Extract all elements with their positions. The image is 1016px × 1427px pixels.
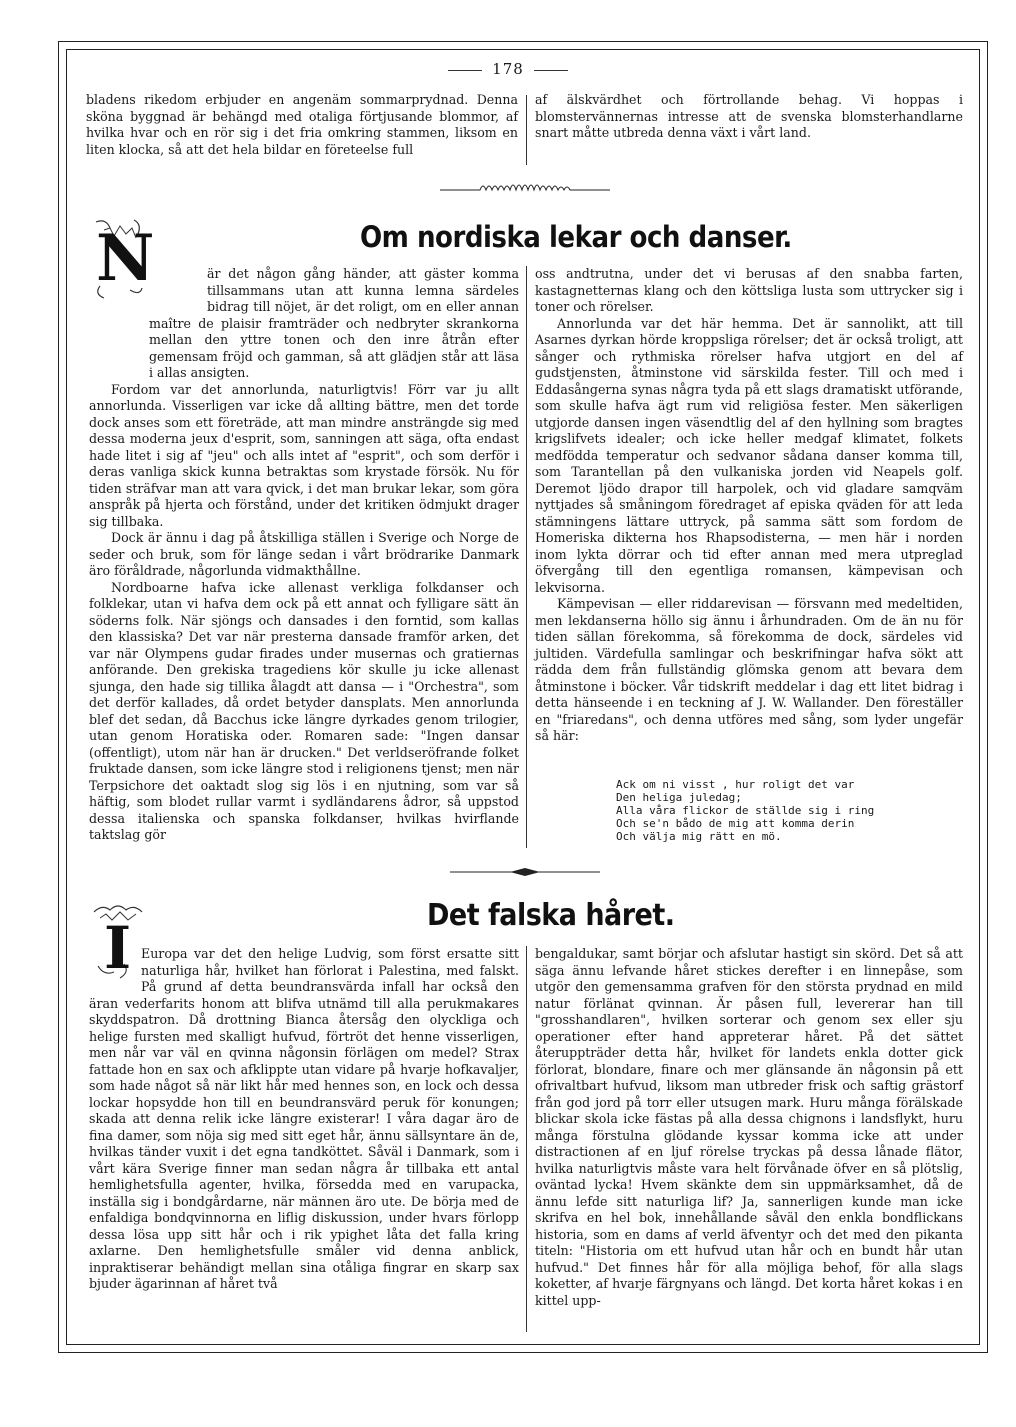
ornamental-squiggle-divider xyxy=(440,180,610,196)
article2-left-column xyxy=(89,946,519,1293)
page-number-dash-left xyxy=(448,70,482,71)
page-number-dash-right xyxy=(534,70,568,71)
top-left-text: bladens rikedom erbjuder en angenäm sommarprydnad. Denna sköna byggnad är behängd med otaliga förtjusande blommor, af hvilka hvar och en rör sig i det fria omkring stammen, liksom en liten klocka, så att det hela bildar en företeelse full xyxy=(86,92,518,157)
article1-left-paragraph: Nordboarne hafva icke allenast verkliga folkdanser och folklekar, utan vi hafva dem ock på ett annat och fylligare sätt än söderns folk. När sjöngs och dansades i den forntid, som kallas den klassiska? Det var när presterna dansade framför arken, det var när Olympens gudar firades under musernas och gratiernas anförande. Den grekiska tragediens kör skulle ju icke allenast sjunga, den hade sig tillika ålagdt att dansa — i "Orchestra", som det derför kallades, då ordet betyder dansplats. Men annorlunda blef det sedan, då Bacchus icke längre dyrkades genom trilogier, utan genom Horatiska oder. Romaren sade: "Ingen dansar (offentligt), utom när han är drucken." Det verldseröfrande folket fruktade dansen, som icke längre stod i religionens tjenst; men när Terpsichore det oaktadt slog sig lös i en njutning, som var så häftig, som blodet rullar varmt i sydländarens ådror, så uppstod dessa italienska och spanska folkdanser, hvilkas hvirflande taktslag gör xyxy=(89,579,519,842)
page-number xyxy=(0,60,1016,78)
poem-line: Och se'n bådo de mig att komma derin xyxy=(616,817,855,830)
poem-line: Ack om ni visst , hur roligt det var xyxy=(616,778,855,791)
poem-line: Och välja mig rätt en mö. xyxy=(616,830,782,843)
article1-poem xyxy=(616,778,874,843)
article2-column-rule xyxy=(526,946,527,1332)
article1-right-paragraph: oss andtrutna, under det vi berusas af den snabba farten, kastagnetternas klang och den köttsliga lusta som uttrycker sig i toner och rörelser. xyxy=(535,266,963,314)
poem-line: Alla våra flickor de ställde sig i ring xyxy=(616,804,875,817)
poem-line: Den heliga juledag; xyxy=(616,791,742,804)
top-right-column xyxy=(535,92,963,142)
top-column-rule xyxy=(526,95,527,165)
article1-left-column xyxy=(89,266,519,844)
article1-column-rule xyxy=(526,266,527,848)
article1-dropcap-letter: N xyxy=(96,221,155,296)
article2-right-column xyxy=(535,946,963,1309)
page-number-value: 178 xyxy=(492,60,524,78)
article2-title: Det falska håret. xyxy=(427,898,675,933)
top-right-text: af älskvärdhet och förtrollande behag. Vi hoppas i blomstervännernas intresse att de svenska blomsterhandlarne snart måtte utbreda denna växt i vårt land. xyxy=(535,92,963,140)
article2-left-text: Europa var det den helige Ludvig, som först ersatte sitt naturliga hår, hvilket han förlorat i Palestina, med falskt. På grund af detta beundransvärda infall har också den äran vederfarits honom att blifva utnämd till alla perukmakares skyddspatron. Då drottning Bianca återsåg den olyckliga och helige fursten med skalligt hufvud, förtröt det henne visserligen, men når var väl en qvinna någonsin förlägen om medel? Strax fattade hon en sax och afklippte utan vidare på hvarje hofkavaljer, som hade något så när likt hår med hennes son, en lock och dessa lockar hopsydde hon till en beundransvärd peruk för konungen; skada att denna relik icke längre existerar! I våra dagar äro de fina damer, som nöja sig med sitt eget hår, ännu sällsyntare än de, hvilkas tänder vuxit i det egna tandköttet. Såväl i Danmark, som i vårt kära Sverige finner man sedan några år tillbaka ett antal hemlighetsfulla agenter, hvilka, försedda med en varupacka, inställa sig i bondgårdarne, när männen äro ute. De börja med de enfaldiga bondqvinnorna en liflig diskussion, under hvars förlopp dessa lösa upp sitt hår och i rik ypighet låta det falla kring axlarne. Den hemlighetsfulle småler vid denna anblick, inpraktiserar behändigt mellan sina otåliga fingrar en skarp sax bjuder ägarinnan af håret två xyxy=(89,946,519,1291)
top-left-column xyxy=(86,92,518,158)
article1-right-column xyxy=(535,266,963,745)
article1-title: Om nordiska lekar och danser. xyxy=(360,220,792,254)
article2-right-text: bengaldukar, samt börjar och afslutar hastigt sin skörd. Det så att säga ännu lefvande håret stickes derefter i en linnepåse, som utgör den gemensamma grafven för den största prydnad en mild natur förlänat qvinnan. Är påsen full, levererar han till "grosshandlaren", hvilken sorterar och genom sex eller sju operationer efter hand appreterar håret. På det sättet återuppträder detta hår, hvilket för landets enkla dotter gick förlorat, blondare, finare och mer glänsande än någonsin på ett ofrivaltbart hufvud, liksom man utbreder frisk och saftig grästorf från god jord på torr eller utsugen mark. Huru många förälskade blickar skola icke fästas på alla dessa chignons i landsflykt, huru många förstulna glödande kyssar komma icke att under distractionen af en ljuf rörelse tryckas på dessa lånade flätor, hvilka naturligtvis måste vara helt förvånade öfver en så plötslig, oväntad lycka! Hvem skänkte dem sin uppmärksamhet, då de ännu lefde sitt naturliga lif? Ja, sannerligen kunde man icke skrifva en hel bok, innehållande såväl den enkla bondflickans historia, som en dams af verld äfventyr och det med den pikanta titeln: "Historia om ett hufvud utan hår och en bundt hår utan hufvud." Det finnes hår för alla möjliga behof, för alla slags koketter, af hvarje färgnyans och längd. Det korta håret kokas i en kittel upp- xyxy=(535,946,963,1308)
section-divider xyxy=(450,866,600,878)
article2-dropcap-letter: I xyxy=(104,914,132,982)
article1-left-paragraph: Fordom var det annorlunda, naturligtvis! Förr var ju allt annorlunda. Visserligen var icke då allting bättre, men det torde dock anses som ett företräde, att man mindre ansträngde sig med dessa moderna jeux d'esprit, som, sanningen att säga, ofta endast hade litet i sig af "jeu" och alls intet af "esprit", och som derför i deras vanliga skick kunna betraktas som krystade försök. Nu för tiden sträfvar man att vara qvick, i det man brukar lekar, som göra anspråk på hjerta och förstånd, under det kritiken ödmjukt drager sig tillbaka. xyxy=(89,381,519,529)
article1-left-paragraph: är det någon gång händer, att gäster komma tillsammans utan att kunna lemna särdeles bidrag till nöjet, är det roligt, om en eller annan maître de plaisir framträder och nedbryter skrankorna mellan den yttre tonen och den inre åtrån efter gemensam fröjd och gamman, så att glädjen står att läsa i allas ansigten. xyxy=(149,266,519,380)
article1-right-paragraph: Kämpevisan — eller riddarevisan — försvann med medeltiden, men lekdanserna höllo sig ännu i århundraden. Om de än nu för tiden sällan förekomma, så förekomma de dock, särdeles vid jultiden. Värdefulla samlingar och beskrifningar hafva sökt att rädda dem från fullständig glömska genom att bevara dem åtminstone i böcker. Vår tidskrift meddelar i dag ett litet bidrag i detta hänseende i en teckning af J. W. Wallander. Den föreställer en "friaredans", och denna utföres med sång, som lyder ungefär så här: xyxy=(535,596,963,743)
article1-left-paragraph: Dock är ännu i dag på åtskilliga ställen i Sverige och Norge de seder och bruk, som för länge sedan i vårt brödrarike Danmark äro föråldrade, någorlunda vidmakthållne. xyxy=(89,530,519,578)
article1-right-paragraph: Annorlunda var det här hemma. Det är sannolikt, att till Asarnes dyrkan hörde kroppsliga rörelser; det är också troligt, att sånger och rythmiska rörelser hafva utgjort en del af gudstjensten, åtminstone vid särskilda fester. Till och med i Eddasångerna synas några tyda på ett slags dramatiskt utförande, som skulle hafva ägt rum vid religiösa fester. Men säkerligen utgjorde dansen ingen väsendtlig del af den hyllning som bragtes krigslifvets idealer; och icke heller medgaf klimatet, folkets medfödda temperatur och sedvanor sådana danser komma till, som Tarantellan på den vulkaniska jorden vid Neapels golf. Deremot ljödo drapor till harpolek, och vid gladare samqväm nyttjades så småningom föredraget af episka qväden för att leda stämningens lättare uttryck, på samma sätt som fordom de Homeriska dikterna hos Rhapsodisterna, — men här i norden inom lykta dörrar och tid efter annan med mera utpreglad öfvergång till den egentliga romansen, kämpevisan och lekvisorna. xyxy=(535,315,963,595)
